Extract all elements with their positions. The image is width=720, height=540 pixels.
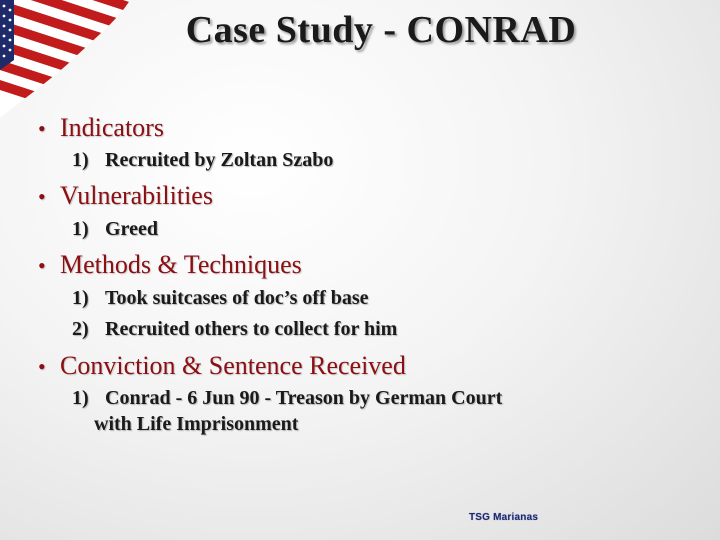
list-item-text: Took suitcases of doc’s off base [105,287,369,309]
list-item-text: Greed [105,218,158,240]
list-number: 1) [72,149,89,171]
bullet-dot: • [38,184,46,209]
bullet-dot: • [38,354,46,379]
list-item [72,218,158,241]
bullet-dot: • [38,253,46,278]
list-item-text: Recruited by Zoltan Szabo [105,149,334,171]
bullet-heading-text: Methods & Techniques [60,250,302,279]
list-item [72,387,502,410]
bullet-heading-methods [38,250,302,280]
list-item-text: Conrad - 6 Jun 90 - Treason by German Court [105,387,503,409]
list-number: 1) [72,387,89,409]
bullet-heading-vulnerabilities [38,181,213,211]
list-number: 1) [72,218,89,240]
slide-title: Case Study - CONRAD [185,9,577,51]
list-number: 1) [72,287,89,309]
bullet-heading-text: Conviction & Sentence Received [60,351,406,380]
bullet-heading-indicators [38,113,164,143]
list-item-continuation: with Life Imprisonment [94,413,299,435]
list-item [72,149,333,172]
list-item [72,318,397,341]
bullet-dot: • [38,116,46,141]
bullet-heading-conviction [38,351,406,381]
list-item-text: Recruited others to collect for him [105,318,398,340]
footer-org-label: TSG Marianas [469,512,539,523]
bullet-heading-text: Indicators [60,113,164,142]
bullet-heading-text: Vulnerabilities [60,181,213,210]
list-item [72,287,369,310]
list-number: 2) [72,318,89,340]
